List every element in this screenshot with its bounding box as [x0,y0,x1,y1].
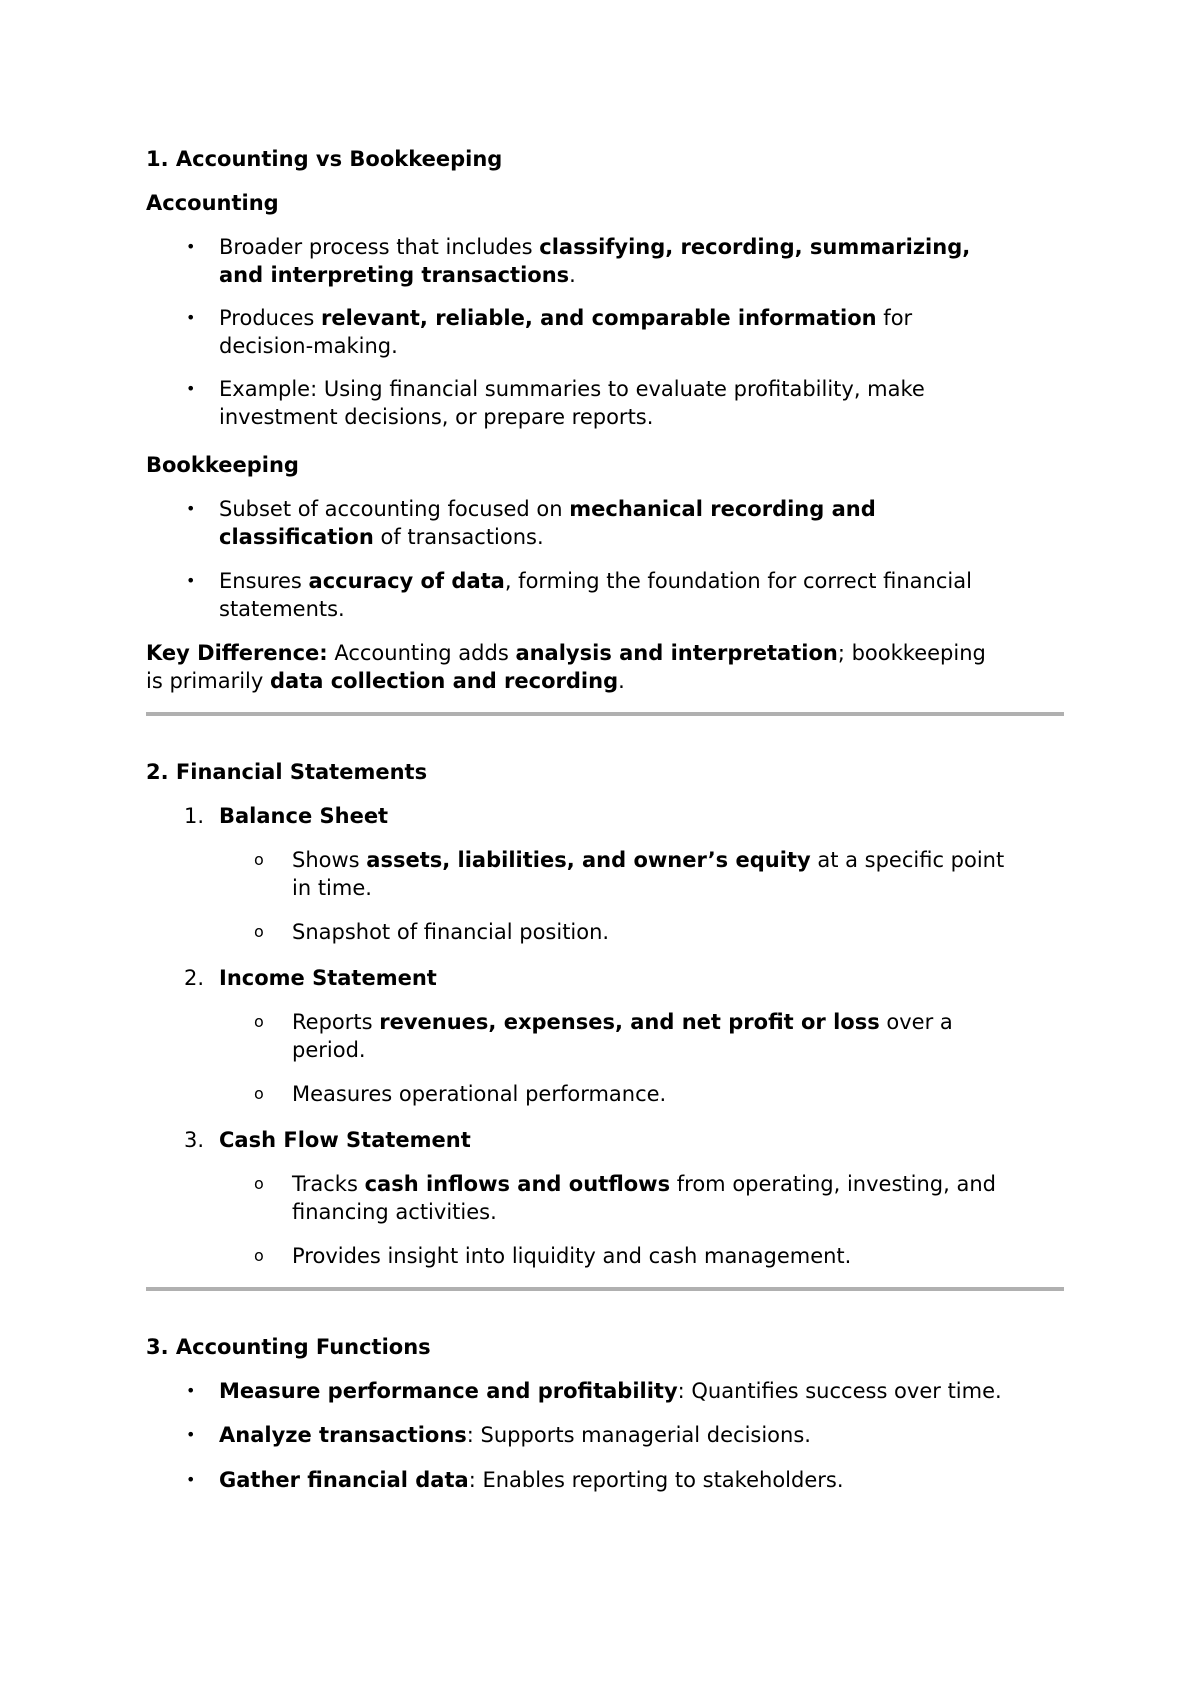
list-item: Gather financial data: Enables reporting to stakeholders. [219,1468,844,1492]
bullet-symbol: • [186,308,196,327]
bullet-symbol: • [186,237,196,256]
bullet-symbol: • [186,1381,196,1400]
list-number: 3. [184,1128,205,1152]
list-item: Example: Using financial summaries to evaluate profitability, make [219,377,925,401]
sub-bullet-symbol: o [254,1174,264,1193]
list-item: Ensures accuracy of data, forming the foundation for correct financial [219,569,972,593]
list-item-continuation: decision-making. [219,334,398,358]
sub-list-item: Tracks cash inflows and outflows from operating, investing, and [292,1172,996,1196]
sub-bullet-symbol: o [254,922,264,941]
list-item: Measure performance and profitability: Quantifies success over time. [219,1379,1002,1403]
list-item-continuation: investment decisions, or prepare reports. [219,405,654,429]
bullet-symbol: • [186,571,196,590]
bullet-symbol: • [186,499,196,518]
key-difference-continuation: is primarily data collection and recording. [146,669,625,693]
list-item-continuation: statements. [219,597,345,621]
bullet-symbol: • [186,379,196,398]
sub-bullet-symbol: o [254,1084,264,1103]
list-item: Broader process that includes classifying, recording, summarizing, [219,235,971,259]
list-number: 1. [184,804,205,828]
sub-list-item: Snapshot of financial position. [292,920,610,944]
key-difference: Key Difference: Accounting adds analysis and interpretation; bookkeeping [146,641,986,665]
horizontal-divider [146,1287,1064,1291]
bullet-symbol: • [186,1470,196,1489]
sub-bullet-symbol: o [254,850,264,869]
sub-bullet-symbol: o [254,1246,264,1265]
list-item: Subset of accounting focused on mechanical recording and [219,497,876,521]
sub-list-item-continuation: period. [292,1038,366,1062]
list-item-continuation: classification of transactions. [219,525,544,549]
sub-list-item: Shows assets, liabilities, and owner’s equity at a specific point [292,848,1005,872]
section-heading: 1. Accounting vs Bookkeeping [146,147,503,171]
section-heading: 3. Accounting Functions [146,1335,431,1359]
sub-bullet-symbol: o [254,1012,264,1031]
sub-list-item: Provides insight into liquidity and cash management. [292,1244,852,1268]
horizontal-divider [146,712,1064,716]
list-item-title: Income Statement [219,966,437,990]
section-heading: 2. Financial Statements [146,760,428,784]
list-number: 2. [184,966,205,990]
list-item: Produces relevant, reliable, and comparable information for [219,306,913,330]
subheading-accounting: Accounting [146,191,279,215]
sub-list-item: Reports revenues, expenses, and net profit or loss over a [292,1010,953,1034]
bullet-symbol: • [186,1425,196,1444]
list-item: Analyze transactions: Supports managerial decisions. [219,1423,811,1447]
sub-list-item-continuation: in time. [292,876,372,900]
list-item-title: Cash Flow Statement [219,1128,471,1152]
list-item-continuation: and interpreting transactions. [219,263,576,287]
sub-list-item: Measures operational performance. [292,1082,667,1106]
sub-list-item-continuation: financing activities. [292,1200,497,1224]
subheading-bookkeeping: Bookkeeping [146,453,299,477]
list-item-title: Balance Sheet [219,804,389,828]
